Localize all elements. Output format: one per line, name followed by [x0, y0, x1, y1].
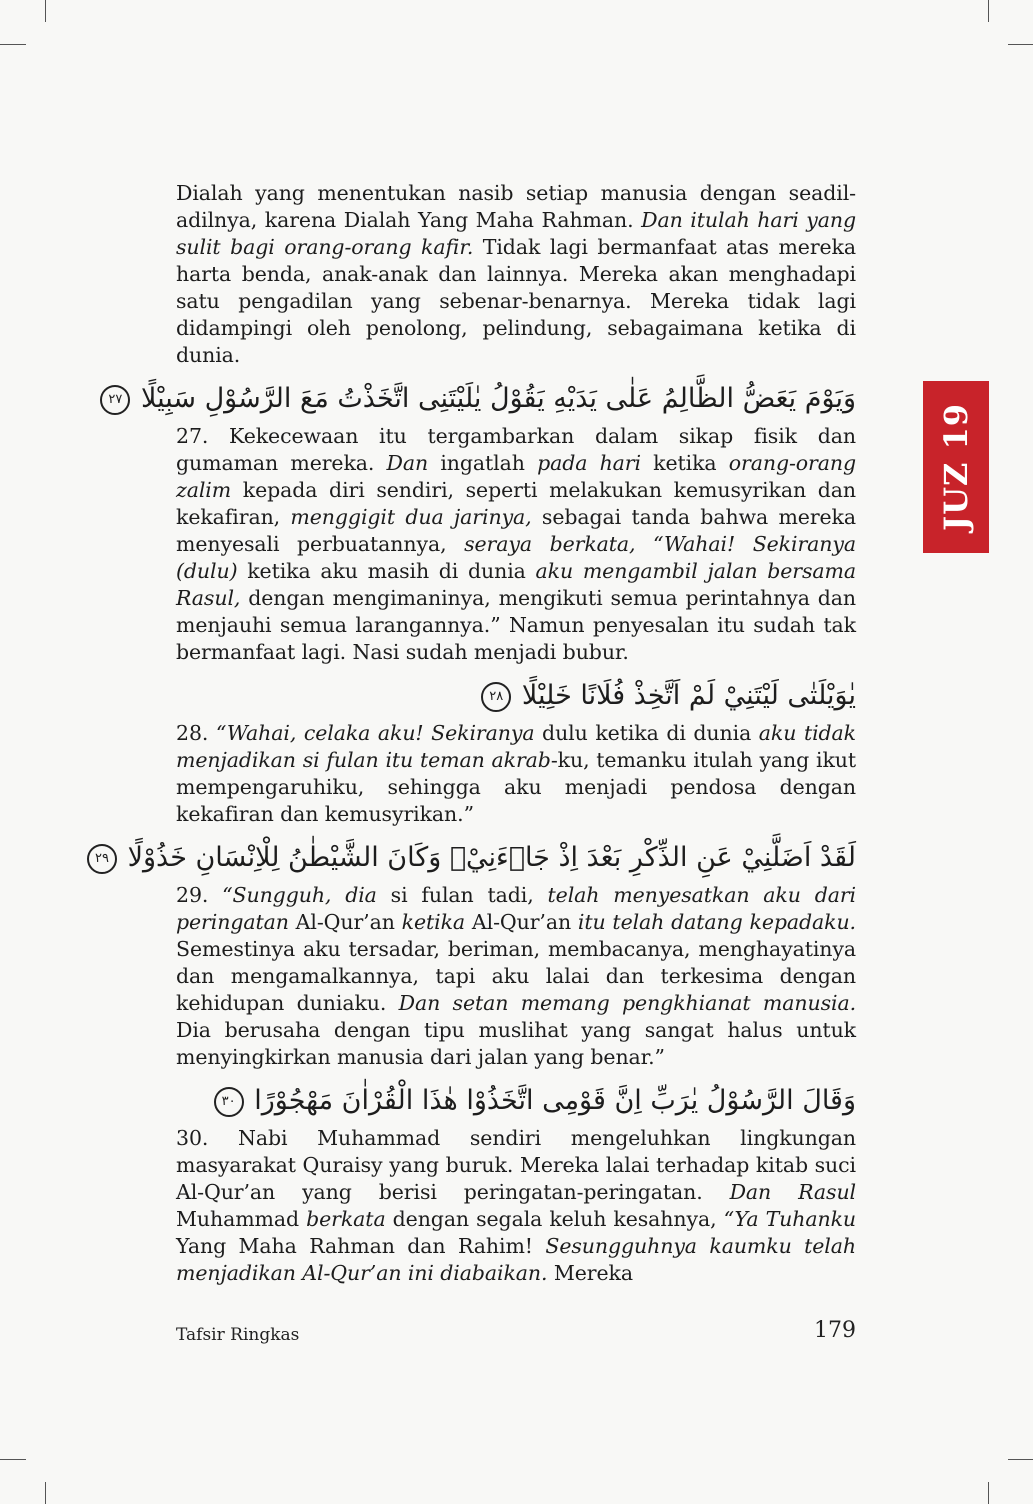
text-run: Dia berusaha dengan tipu muslihat yang sangat halus untuk menyingkirkan manusia dari jalan yang benar.” — [176, 1018, 856, 1069]
text-run: 27. Kekecewaan itu tergambarkan dalam sikap fisik dan gumaman mereka. — [176, 424, 856, 475]
crop-mark — [1008, 1459, 1033, 1460]
text-run: Muhammad — [176, 1207, 307, 1231]
verse-commentary — [176, 423, 856, 666]
italic-text: berkata — [306, 1207, 386, 1231]
book-title: Tafsir Ringkas — [176, 1325, 300, 1345]
text-run: Al-Qur’an — [288, 910, 402, 934]
text-run: ketika — [640, 451, 729, 475]
arabic-text: لَقَدْ اَضَلَّنِيْ عَنِ الذِّكْرِ بَعْدَ اِذْ جَاۤءَنِيْۗ وَكَانَ الشَّيْطٰنُ لِلْاِنْسَانِ خَذُوْلًا — [127, 842, 856, 873]
text-run: -ku, temanku itulah yang ikut mempengaruhiku, sehingga aku menjadi pendosa dengan kekafiran dan kemusyrikan.” — [176, 748, 857, 826]
arabic-text: يٰوَيْلَتٰى لَيْتَنِيْ لَمْ اَتَّخِذْ فُلَانًا خَلِيْلًا — [521, 680, 856, 711]
text-run: Al-Qur’an — [465, 910, 578, 934]
italic-text: Dan Rasul — [729, 1180, 856, 1204]
arabic-text: وَقَالَ الرَّسُوْلُ يٰرَبِّ اِنَّ قَوْمِى اتَّخَذُوْا هٰذَا الْقُرْاٰنَ مَهْجُوْرًا — [254, 1085, 856, 1116]
text-run: si fulan tadi, — [376, 883, 548, 907]
arabic-verse — [108, 379, 856, 419]
crop-mark — [45, 1482, 46, 1504]
text-run: Dialah yang menentukan nasib setiap manusia dengan seadil-adilnya, karena Dialah Yang Maha Rahman. — [176, 181, 856, 232]
italic-text: Dan — [386, 451, 429, 475]
text-run: dengan mengimaninya, mengikuti semua perintahnya dan menjauhi semua larangannya.” Namun penyesalan itu sudah tak bermanfaat lagi. Nasi sudah menjadi bubur. — [176, 586, 856, 664]
crop-mark — [0, 1459, 26, 1460]
crop-mark — [988, 1482, 989, 1504]
text-run: Semestinya aku tersadar, beriman, membacanya, menghayatinya dan mengamalkannya, tapi aku lalai dan terkesima dengan kehidupan duniaku. — [176, 937, 856, 1015]
verse-number-marker: ٢٧ — [100, 385, 130, 415]
crop-mark — [45, 0, 46, 22]
page-number: 179 — [814, 1318, 856, 1343]
intro-paragraph — [176, 180, 856, 369]
italic-text: orang-orang zalim — [176, 451, 856, 502]
italic-text: pada hari — [537, 451, 641, 475]
page-content — [95, 180, 857, 1287]
italic-text: Dan itulah hari yang sulit bagi orang-orang kafir. — [176, 208, 856, 259]
verse-commentary — [176, 882, 856, 1071]
italic-text: Dan setan memang pengkhianat manusia. — [398, 991, 856, 1015]
text-run: 29. — [176, 883, 223, 907]
verse-commentary — [176, 1125, 856, 1287]
italic-text: ketika — [401, 910, 466, 934]
italic-text: “Ya Tuhanku — [723, 1207, 856, 1231]
arabic-verse — [176, 676, 856, 716]
text-run: dulu ketika di dunia — [534, 721, 759, 745]
verse-number-marker: ٢٨ — [481, 682, 511, 712]
text-run: ingatlah — [428, 451, 538, 475]
verse-commentary — [176, 720, 856, 828]
juz-label: JUZ 19 — [937, 402, 975, 532]
text-run: 28. — [176, 721, 216, 745]
juz-tab — [923, 381, 989, 553]
italic-text: seraya berkata, “Wahai! Sekiranya (dulu) — [176, 532, 856, 583]
verse-list — [95, 379, 857, 1287]
italic-text: Sesungguhnya kaumku telah menjadikan Al-Qur’an ini diabaikan. — [176, 1234, 856, 1285]
text-run: sebagai tanda bahwa mereka menyesali perbuatannya, — [176, 505, 856, 556]
italic-text: “Sungguh, dia — [222, 883, 377, 907]
italic-text: “Wahai, celaka aku! Sekiranya — [215, 721, 535, 745]
verse-number-marker: ٣٠ — [214, 1087, 244, 1117]
text-run: dengan segala keluh kesahnya, — [385, 1207, 724, 1231]
arabic-verse — [95, 838, 856, 878]
crop-mark — [988, 0, 989, 22]
crop-mark — [0, 44, 26, 45]
arabic-text: وَيَوْمَ يَعَضُّ الظَّالِمُ عَلٰى يَدَيْهِ يَقُوْلُ يٰلَيْتَنِى اتَّخَذْتُ مَعَ الرَّسُوْلِ سَبِيْلًا — [140, 383, 856, 414]
italic-text: aku mengambil jalan bersama Rasul, — [176, 559, 856, 610]
crop-mark — [1008, 44, 1033, 45]
text-run: kepada diri sendiri, seperti melakukan kemusyrikan dan kekafiran, — [176, 478, 856, 529]
italic-text: itu telah datang kepadaku. — [577, 910, 856, 934]
text-run: Mereka — [547, 1261, 633, 1285]
text-run: Tidak lagi bermanfaat atas mereka harta benda, anak-anak dan lainnya. Mereka akan menghadapi satu pengadilan yang sebenar-benarnya. Mereka tidak lagi didampingi oleh penolong, pelindung, sebagaimana ketika di dunia. — [176, 235, 856, 367]
arabic-verse — [176, 1081, 856, 1121]
italic-text: menggigit dua jarinya, — [290, 505, 532, 529]
italic-text: telah menyesatkan aku dari peringatan — [176, 883, 856, 934]
italic-text: aku tidak menjadikan si fulan itu teman akrab — [176, 721, 856, 772]
text-run: 30. Nabi Muhammad sendiri mengeluhkan lingkungan masyarakat Quraisy yang buruk. Mereka lalai terhadap kitab suci Al-Qur’an yang berisi peringatan-peringatan. — [176, 1126, 856, 1204]
text-run: Yang Maha Rahman dan Rahim! — [176, 1234, 546, 1258]
text-run: ketika aku masih di dunia — [237, 559, 536, 583]
verse-number-marker: ٢٩ — [87, 844, 117, 874]
